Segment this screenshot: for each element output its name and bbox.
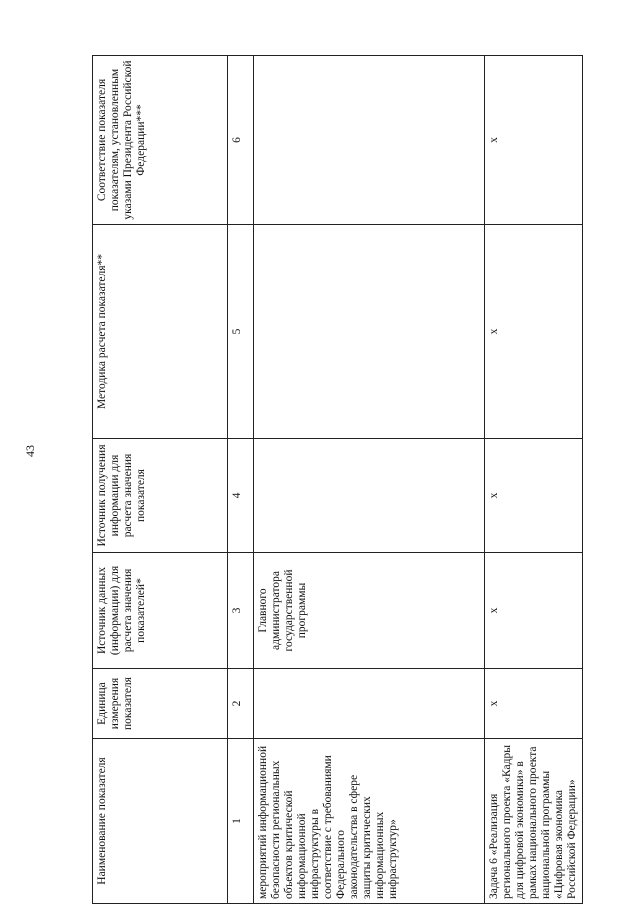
cell-info-source [254, 439, 485, 553]
rotated-table-area [92, 56, 578, 904]
cell-info-source: x [485, 439, 583, 553]
cell-presidential-match [254, 56, 485, 225]
header-data-source: Источник данных (информации) для расчета значения показателей* [93, 553, 228, 669]
cell-unit [254, 669, 485, 739]
table-wrap [92, 56, 578, 904]
cell-method [254, 225, 485, 439]
header-method: Методика расчета показателя** [93, 225, 228, 439]
cell-method: x [485, 225, 583, 439]
column-number: 2 [228, 669, 254, 739]
header-unit: Единица измерения показателя [93, 669, 228, 739]
column-number: 1 [228, 739, 254, 904]
column-number: 3 [228, 553, 254, 669]
column-number: 6 [228, 56, 254, 225]
column-number: 4 [228, 439, 254, 553]
cell-name: мероприятий информационной безопасности региональных объектов критической информационной инфраструктуры в соответствие с требованиями Федерального законодательства в сфере защиты критических информационных инфраструктур» [254, 739, 485, 904]
page-number: 43 [23, 445, 37, 457]
header-info-source: Источник получения информации для расчета значения показателя [93, 439, 228, 553]
column-number-row [228, 56, 254, 904]
table-row [254, 56, 485, 904]
cell-data-source: x [485, 553, 583, 669]
cell-unit: x [485, 669, 583, 739]
column-number: 5 [228, 225, 254, 439]
table-header-row [93, 56, 228, 904]
cell-name: Задача 6 «Реализация регионального проекта «Кадры для цифровой экономики» в рамках национального проекта национальной программы «Цифровая экономика Российской Федерации» [485, 739, 583, 904]
header-presidential-match: Соответствие показателя показателям, установленным указами Президента Российской Федерации*** [93, 56, 228, 225]
header-name: Наименование показателя [93, 739, 228, 904]
cell-data-source: Главного администратора государственной программы [254, 553, 485, 669]
table-row [485, 56, 583, 904]
indicator-table [92, 55, 583, 904]
cell-presidential-match: x [485, 56, 583, 225]
